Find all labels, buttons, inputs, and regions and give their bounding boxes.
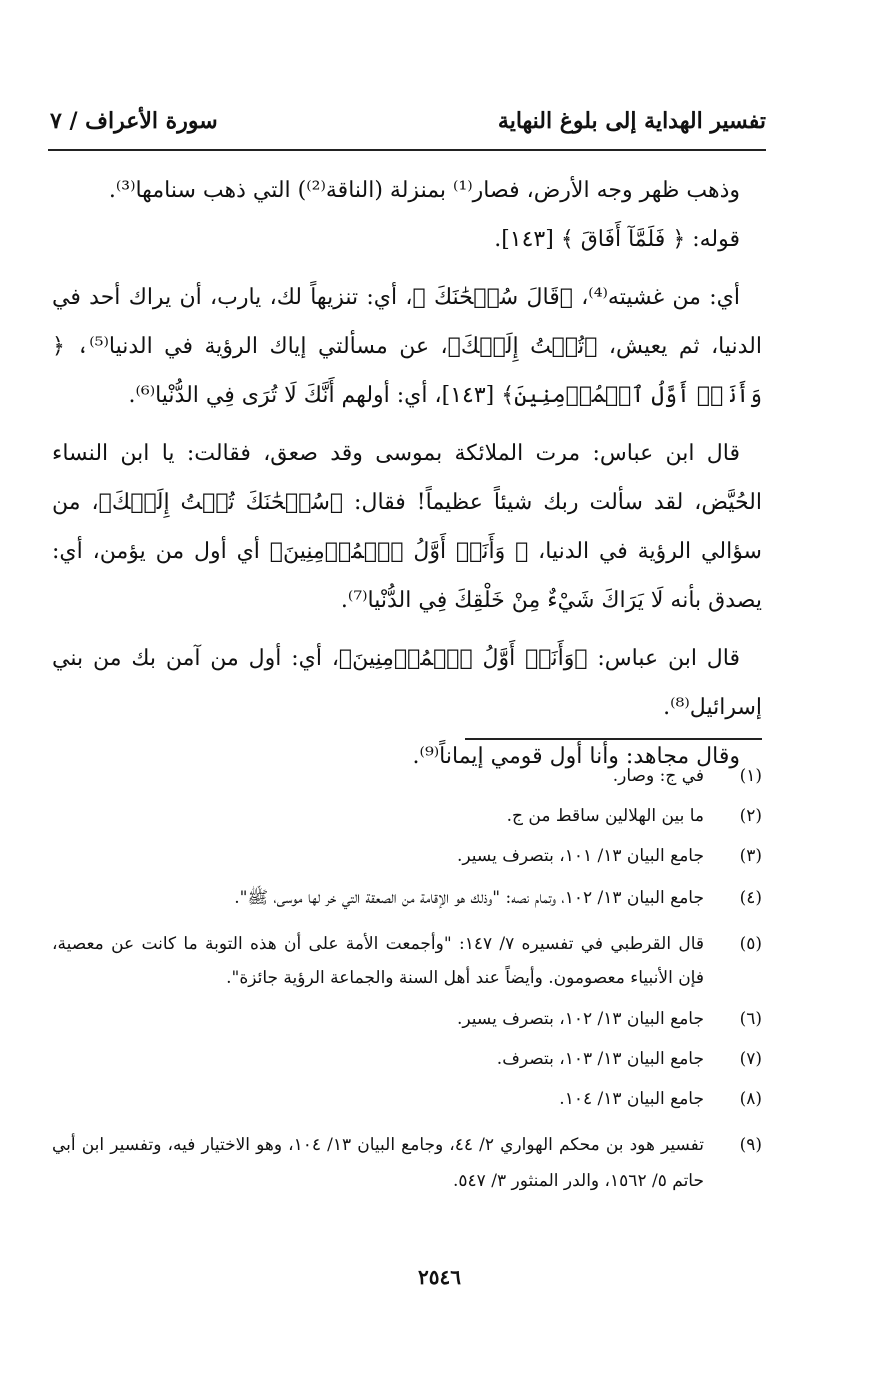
footnote <box>52 804 762 829</box>
footnote-divider <box>465 738 762 740</box>
footnote-number: (٢) <box>739 806 762 826</box>
footnote <box>52 764 762 789</box>
footnote-text: تفسير هود بن محكم الهواري ٢/ ٤٤، وجامع البيان ١٣/ ١٠٤، وهو الاختيار فيه، وتفسير ابن أبي حاتم ٥/ ١٥٦٢، والدر المنثور ٣/ ٥٤٧. <box>52 1135 705 1191</box>
footnote-text: جامع البيان ١٣/ ١٠٢، وتمام نصه: "وذلك هو الإقامة من الصعقة التي خر لها موسى، ﷺ". <box>234 888 704 908</box>
footnote-number: (٥) <box>739 934 762 954</box>
paragraph-text: وذهب ظهر وجه الأرض، فصار⁽¹⁾ بمنزلة (الناقة⁽²⁾) التي ذهب سنامها⁽³⁾. <box>108 178 740 203</box>
paragraph <box>52 429 762 625</box>
footnote-text: في ج: وصار. <box>612 766 704 786</box>
footnote-text: قال القرطبي في تفسيره ٧/ ١٤٧: "وأجمعت الأمة على أن هذه التوبة ما كانت عن معصية، فإن الأنبياء معصومون. وأيضاً عند أهل السنة والجماعة الرؤية جائزة". <box>52 934 704 988</box>
surah-label: سورة الأعراف / ٧ <box>50 108 218 134</box>
footnote-number: (٩) <box>739 1135 762 1155</box>
footnote-number: (٦) <box>739 1009 762 1029</box>
footnote <box>52 844 762 869</box>
footnote-number: (٣) <box>739 846 762 866</box>
paragraph <box>52 273 762 420</box>
footnote <box>52 1087 762 1112</box>
footnote-number: (١) <box>739 766 762 786</box>
footnote-text: ما بين الهلالين ساقط من ج. <box>506 806 704 826</box>
header-divider <box>48 149 766 151</box>
footnote-number: (٤) <box>739 888 762 908</box>
paragraph-text: أي: من غشيته⁽⁴⁾، ﴿قَالَ سُبۡحَٰنَكَ ﴾، أي: تنزيهاً لك، يارب، أن يراك أحد في الدنيا، ثم يعيش، ﴿تُبۡتُ إِلَيۡكَ﴾، عن مسألتي إياك الرؤية في الدنيا⁽⁵⁾، ﴿ وَأَنَا۠ أَوَّلُ ٱلۡمُؤۡمِنِينَ﴾ [١٤٣]، أي: أولهم أَنَّكَ لَا تُرَى فِي الدُّنْيا⁽⁶⁾. <box>52 285 762 408</box>
page-number: ٢٥٤٦ <box>418 1265 461 1289</box>
footnote-number: (٧) <box>739 1049 762 1069</box>
footnote <box>52 927 762 995</box>
footnotes <box>52 764 762 1199</box>
footnote <box>52 1127 762 1199</box>
footnote <box>52 1047 762 1072</box>
paragraph <box>52 166 762 215</box>
paragraph-text: قوله: ﴿ فَلَمَّآ أَفَاقَ ﴾ [١٤٣]. <box>494 227 740 252</box>
footnote <box>52 1007 762 1032</box>
footnote-number: (٨) <box>739 1089 762 1109</box>
footnote-text: جامع البيان ١٣/ ١٠١، بتصرف يسير. <box>456 846 704 866</box>
paragraph-text: وقال مجاهد: وأنا أول قومي إيماناً⁽⁹⁾. <box>412 744 740 769</box>
book-title: تفسير الهداية إلى بلوغ النهاية <box>497 108 766 134</box>
footnote-text: جامع البيان ١٣/ ١٠٢، بتصرف يسير. <box>456 1009 704 1029</box>
footnote <box>52 884 762 912</box>
paragraph <box>52 634 762 732</box>
page-header <box>50 108 766 148</box>
paragraph-text: قال ابن عباس: مرت الملائكة بموسى وقد صعق، فقالت: يا ابن النساء الحُيَّض، لقد سألت ربك شيئاً عظيماً! فقال: ﴿سُبۡحَٰنَكَ تُبۡتُ إِلَيۡكَ﴾، من سؤالي الرؤية في الدنيا، ﴿ وَأَنَا۠ أَوَّلُ ٱلۡمُؤۡمِنِينَ﴾ أي أول من يؤمن، أي: يصدق بأنه لَا يَرَاكَ شَيْءٌ مِنْ خَلْقِكَ فِي الدُّنْيا⁽⁷⁾. <box>52 441 762 613</box>
paragraph-text: قال ابن عباس: ﴿وَأَنَا۠ أَوَّلُ ٱلۡمُؤۡمِنِينَ﴾، أي: أول من آمن بك من بني إسرائيل⁽⁸⁾. <box>52 646 762 720</box>
paragraph <box>52 215 762 264</box>
footnote-text: جامع البيان ١٣/ ١٠٤. <box>559 1089 704 1109</box>
footnote-text: جامع البيان ١٣/ ١٠٣، بتصرف. <box>496 1049 704 1069</box>
main-text <box>52 166 762 781</box>
